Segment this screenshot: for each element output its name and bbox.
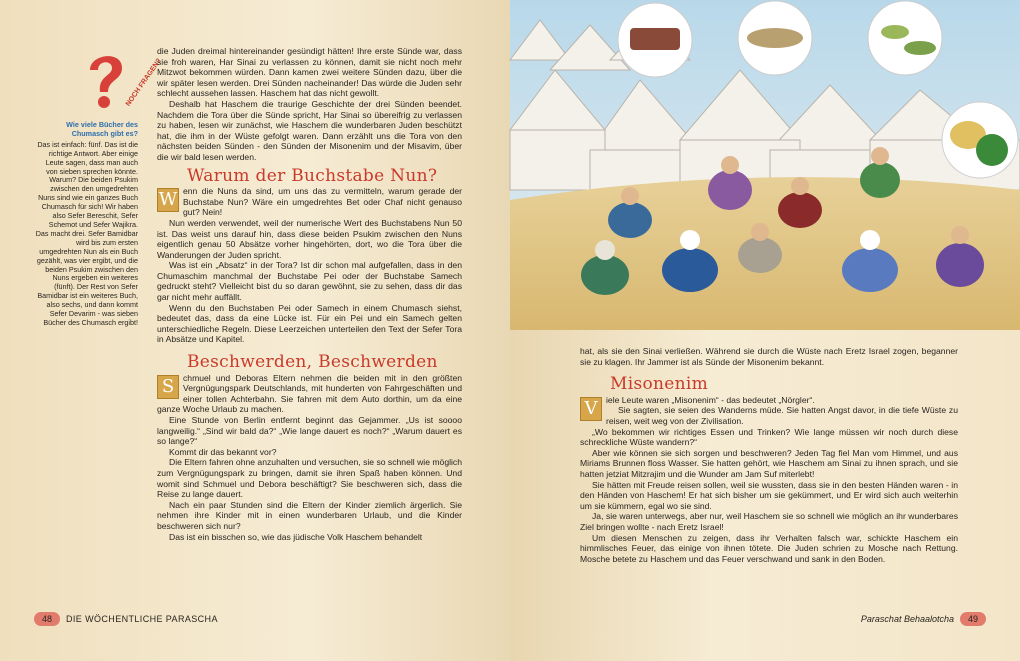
paragraph: Was ist ein „Absatz“ in der Tora? Ist dir schon mal aufgefallen, dass in den Chumaschim manchmal der Buchstabe Pei oder der Buchstabe Samech gedruckt steht? Vielleicht bist du so daran gewöhnt, sie zu sehen, dass dir das gar nicht mehr auffällt.	[157, 260, 462, 303]
paragraph: Nun werden verwendet, weil der numerische Wert des Buchstabens Nun 50 ist. Das weist uns darauf hin, dass diese beiden Psukim zwischen den Nuns eigentlich genau 50 Absätze vorher hingehörten, dort, wo die Tora über die Wanderungen der Juden spricht.	[157, 217, 462, 260]
side-answer: Das ist einfach: fünf. Das ist die richtige Antwort. Aber einige Leute sagen, dass man auch von sieben sprechen könnte. Warum? Die beiden Psukim zwischen den umgedrehten Nuns sind wie ein ganzes Buch Chumasch für sich! Wir haben also Sefer Bereschit, Sefer Schemot und Sefer Wajikra. Das macht drei. Sefer Bamidbar wird bis zum ersten umgedrehten Nun als ein Buch gezählt, was vier ergibt, und die beiden Psukim zwischen den Nuns ergeben ein weiteres (fünft). Der Rest von Sefer Bamidbar ist ein weiteres Buch, also sechs, und dann kommt Sefer Devarim - was sieben Bücher des Chumasch ergibt!	[35, 139, 138, 327]
paragraph: enn die Nuns da sind, um uns das zu vermitteln, warum gerade der Buchstabe Nun? Wäre ein umgedrehtes Bet oder Chaf nicht genauso gut? Nein!	[183, 186, 462, 218]
drop-cap: W	[158, 189, 178, 211]
paragraph: Um diesen Menschen zu zeigen, dass ihr Verhalten falsch war, schickte Haschem ein himmlisches Feuer, das einige von ihnen tötete. Die Juden schrien zu Mosche nach Rettung. Mosche betete zu Haschem und das Feuer verschwand und sank in den Boden.	[580, 532, 958, 564]
paragraph: Deshalb hat Haschem die traurige Geschichte der drei Sünden beendet. Nachdem die Tora über die Sünde spricht, Har Sinai so übereifrig zu verlassen zu haben, lesen wir zunächst, wie Haschem die wunderbaren Juden beschützt hat, die ihm in der Wüste gefolgt waren. Dann erzählt uns die Tora von den nächsten beiden Sünden - den Sünden der Misonenim und der Misavim, über die wir bald lesen werden.	[157, 98, 462, 162]
paragraph: die Juden dreimal hintereinander gesündigt hätten! Ihre erste Sünde war, dass sie froh waren, Har Sinai zu verlassen zu können, damit sie nicht noch mehr Mitzwot bekommen würden. Dann kamen zwei weitere Sünden dazu, über die wir später lesen werden. Drei Sünden nacheinander! Das würde die Juden sehr schlecht aussehen lassen. Haschem hat das nicht gewollt.	[157, 46, 462, 99]
side-question: Wie viele Bücher des Chumasch gibt es?	[66, 120, 138, 138]
paragraph: chmuel und Deboras Eltern nehmen die beiden mit in den größten Vergnügungspark Deutschlands, mit hunderten von Fahrgeschäften und einer tollen Achterbahn. Sie fahren mit dem Auto dorthin, um da eine ganze Woche Urlaub zu machen.	[157, 372, 462, 415]
paragraph: Sie sagten, sie seien des Wanderns müde. Sie hatten Angst davor, in die tiefe Wüste zu reisen, weit weg von der Zivilisation.	[606, 405, 958, 426]
paragraph: Aber wie können sie sich sorgen und beschweren? Jeden Tag fiel Man vom Himmel, und aus Miriams Brunnen floss Wasser. Sie hatten gehört, wie Haschem am Sinai zu ihnen sprach, und sie hatten jetziat Mitzrajim und die Wunder am Jam Suf miterlebt!	[580, 447, 958, 479]
left-main-column	[157, 46, 462, 542]
paragraph: Das ist ein bisschen so, wie das jüdische Volk Haschem behandelt	[169, 531, 423, 542]
paragraph: iele Leute waren „Misonenim“ - das bedeutet „Nörgler“.	[606, 394, 815, 405]
page-number: 49	[960, 612, 986, 626]
paragraph: Eine Stunde von Berlin entfernt beginnt das Gejammer. „Us ist soooo langweilig.“ „Sind wir bald da?“ „Wie lange dauert es noch?“ „Warum dauert es so lange?“	[157, 415, 462, 447]
right-main-column	[580, 346, 958, 564]
question-mark-icon	[80, 48, 163, 113]
paragraph: Kommt dir das bekannt vor?	[169, 446, 277, 457]
side-note	[35, 121, 138, 328]
footer-title: DIE WÖCHENTLICHE PARASCHA	[66, 614, 218, 624]
paragraph: Ja, sie waren unterwegs, aber nur, weil Haschem sie so schnell wie möglich an ihr wunderbares Ziel bringen wollte - nach Eretz Israel!	[580, 511, 958, 532]
paragraph: Die Eltern fahren ohne anzuhalten und versuchen, sie so schnell wie möglich zum Vergnügungspark zu bringen, damit sie ihren Spaß haben können. Und womit sind Schmuel und Debora beschäftigt? Sie beschweren sich, dass die Reise zu lange dauert.	[157, 457, 462, 500]
drop-cap: S	[157, 375, 179, 399]
section-heading-beschwerden: Beschwerden, Beschwerden	[187, 352, 438, 373]
left-footer	[34, 612, 218, 626]
section-heading-misonenim: Misonenim	[610, 374, 709, 395]
section-heading-nun: Warum der Buchstabe Nun?	[187, 165, 438, 186]
svg-text:NOCH FRAGEN?: NOCH FRAGEN?	[124, 57, 163, 108]
paragraph: Nach ein paar Stunden sind die Eltern der Kinder ziemlich ärgerlich. Sie nehmen ihre Kinder mit in einen wunderbaren Urlaub, und die Kinder beschweren sich nur?	[157, 499, 462, 531]
desert-camp-illustration	[510, 0, 1020, 330]
paragraph: Sie hätten mit Freude reisen sollen, weil sie wussten, dass sie in den besten Händen waren - in den Händen von Haschem! Er hat sich bisher um sie gekümmert, und Er wird sich auch weiterhin um sie kümmern, egal wo sie sind.	[580, 479, 958, 511]
nun-section	[157, 186, 462, 345]
footer-title: Paraschat Behaalotcha	[860, 614, 954, 624]
right-footer	[861, 612, 986, 626]
page-number: 48	[34, 612, 60, 626]
beschwerden-section	[157, 373, 462, 543]
paragraph: „Wo bekommen wir richtiges Essen und Trinken? Wie lange müssen wir noch durch diese schreckliche Wüste wandern?“	[580, 426, 958, 448]
paragraph: Wenn du den Buchstaben Pei oder Samech in einem Chumasch siehst, bedeutet das, dass da eine Lücke ist. Für ein Pei und ein Samech gelten unterschiedliche Regeln. Diese Leerzeichen unterteilen den Text der Sefer Tora in Absätze und Kapitel.	[157, 302, 462, 345]
paragraph: hat, als sie den Sinai verließen. Während sie durch die Wüste nach Eretz Israel zogen, beganner sie zu klagen. Ihr Jammer ist als Sünde der Misonenim bekannt.	[580, 346, 958, 367]
drop-cap: V	[580, 397, 602, 421]
